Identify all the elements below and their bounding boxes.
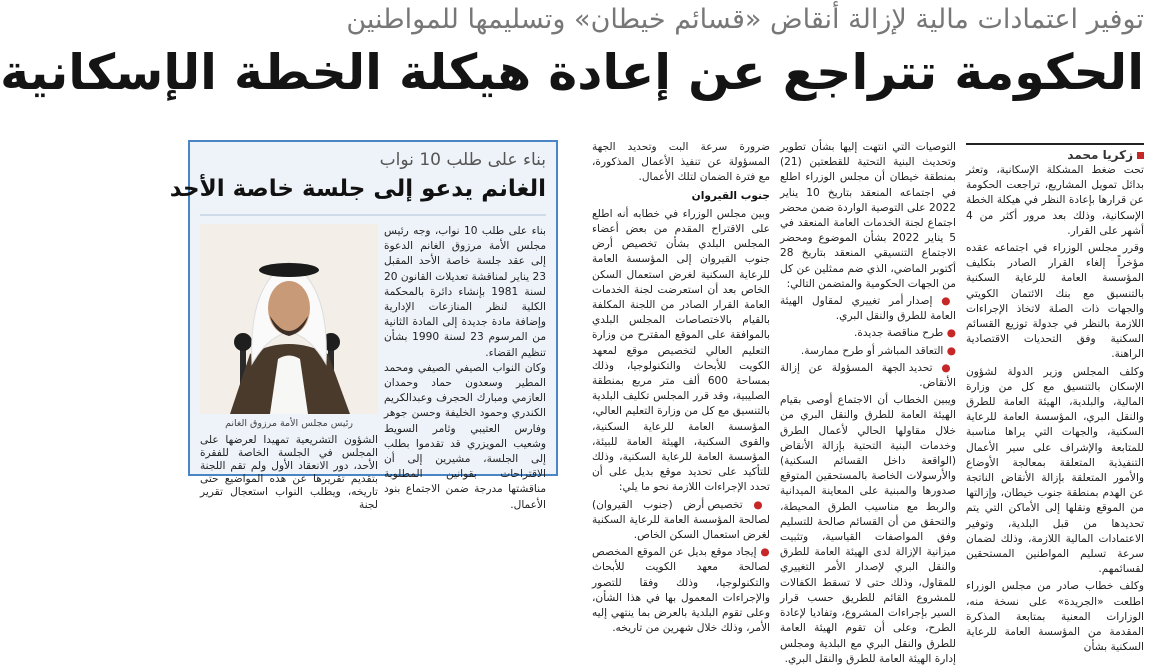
bullet-icon: ● bbox=[941, 295, 956, 308]
bullet-icon: ● bbox=[946, 327, 956, 340]
article-kicker: توفير اعتمادات مالية لإزالة أنقاض «قسائم خيطان» وتسليمها للمواطنين bbox=[346, 4, 1144, 35]
sidebar-box bbox=[169, 140, 558, 511]
byline-name: زكريا محمد bbox=[1067, 148, 1133, 162]
bullet-item bbox=[780, 294, 956, 324]
paragraph: التوصيات التي انتهت إليها بشأن تطوير وتحديث البنية التحتية للقطعتين (21) بمنطقة خيطان أن مجلس الوزراء اطلع في اجتماعه المنعقد بتاريخ 10 يناير 2022 على التوصية الواردة ضمن محضر اجتماع لجنة الخدمات العامة المنعقد في 5 يناير 2022 بشأن الموضوع ومحضر الاجتماع التنسيقي المنعقد بتاريخ 28 أكتوبر الماضي، الذي ضم ممثلين عن كل من الجهات الحكومية والمتضمن التالي: bbox=[780, 141, 956, 290]
paragraph: وقرر مجلس الوزراء في اجتماعه عقده مؤخراً إلغاء القرار الصادر بتكليف المؤسسة العامة للرعاية السكنية بالتنسيق مع بنك الائتمان الكويتي والجهات ذات الصلة لاتخاذ الإجراءات اللازمة بالنظر في جدولة توزيع القسائم السكنية وفق التحديات الاقتصادية الراهنة. bbox=[966, 242, 1144, 361]
paragraph: ويبين الخطاب أن الاجتماع أوصى بقيام الهيئة العامة للطرق والنقل البري من خلال مقاولها الحالي لأعمال الطرق وخدمات البنية التحتية بإزالة الأنقاض (الواقعة داخل القسائم السكنية) والأرسولات الخاصة بالمستحقين المتوقع صدورها والمبنية على المعاينة الميدانية والربط مع مناسيب الطرق المحيطة، والتحقق من أن القسائم صالحة للتسليم وفق المواصفات القياسية، وتثبيت ميزانية الإزالة لدى الهيئة العامة للطرق والنقل البري لإصدار الأمر التغييري للمقاول، وذلك حتى لا تسقط الكفالات للمشروع القائم للطريق حسب قرار السير بإجراءات المشروع، وتفاديا لإعادة الطرح، وعلى أن تقوم الهيئة العامة للطرق والنقل البري مع البلدية ومجلس إدارة الهيئة العامة للطرق والنقل البري. bbox=[780, 394, 956, 665]
bullet-text: تحديد الجهة المسؤولة عن إزالة الأنقاض. bbox=[780, 361, 956, 390]
paragraph: وكلف خطاب صادر من مجلس الوزراء اطلعت «الجريدة» على نسخة منه، الوزارات المعنية بمتابعة المذكرة المقدمة من المؤسسة العامة للرعاية السكنية بشأن bbox=[966, 580, 1144, 654]
bullet-item bbox=[592, 545, 770, 636]
paragraph: تحت ضغط المشكلة الإسكانية، وتعثر بدائل تمويل المشاريع، تراجعت الحكومة عن قرارها بإعادة النظر في هيكلة الخطة الإسكانية، وذلك بعد مرور أكثر من 4 أشهر على القرار. bbox=[966, 164, 1144, 237]
bullet-item bbox=[780, 361, 956, 391]
byline bbox=[966, 143, 1144, 162]
sidebar-text-column bbox=[384, 224, 547, 511]
bullet-icon: ● bbox=[760, 546, 770, 559]
article-headline: الحكومة تتراجع عن إعادة هيكلة الخطة الإسكانية bbox=[0, 44, 1144, 101]
bullet-icon: ● bbox=[753, 498, 770, 511]
sidebar-headline: الغانم يدعو إلى جلسة خاصة الأحد bbox=[169, 176, 546, 202]
article-column-1 bbox=[966, 163, 1144, 654]
paragraph: بناء على طلب 10 نواب، وجه رئيس مجلس الأمة مرزوق الغانم الدعوة إلى عقد جلسة خاصة الأحد المقبل 23 يناير لمناقشة تعديلات القانون 20 لسنة 1981 بإنشاء دائرة بالمحكمة الكلية لنظر المنازعات الإدارية وإضافة مادة جديدة إلى المادة الثانية من المرسوم 23 لسنة 1990 بشأن تنظيم القضاء. bbox=[384, 225, 547, 359]
bullet-text: التعاقد المباشر أو طرح ممارسة. bbox=[800, 344, 944, 357]
article-column-2 bbox=[780, 140, 957, 665]
article-column-3 bbox=[592, 140, 770, 635]
photo-caption: رئيس مجلس الأمة مرزوق الغانم bbox=[225, 418, 353, 429]
sidebar-kicker: بناء على طلب 10 نواب bbox=[379, 150, 546, 170]
paragraph: وبين مجلس الوزراء في خطابه أنه اطلع على الاقتراح المقدم من بعض أعضاء المجلس البلدي بشأن تخصيص أرض جنوب القيروان إلى المؤسسة العامة للرعاية السكنية لغرض استعمال السكن الخاص بعد أن استعرضت لجنة الخدمات العامة القرار الصادر من اللجنة المكلفة بالقيام بالاختصاصات المجلس البلدي بالموافقة على الموقع المقترح من وزارة التعليم العالي لتخصيص موقع لمعهد الكويت للأبحاث والتكنولوجيا، وذلك بمساحة 600 ألف متر مربع بمنطقة الصليبية، وقد قرر المجلس تكليف البلدية بالتنسيق مع كل من وزارة التعليم العالي، المؤسسة العامة للرعاية السكنية، والقوى السكنية، الهيئة العامة للبيئة، المؤسسة العامة للرعاية السكنية، وذلك للتأكيد على تحديد موقع بديل على أن تحدد الإجراءات اللازمة نحو ما يلي: bbox=[592, 207, 770, 494]
person-portrait-icon bbox=[200, 224, 378, 414]
bullet-item bbox=[780, 344, 956, 359]
paragraph: وكلف المجلس وزير الدولة لشؤون الإسكان بالتنسيق مع كل من وزارة المالية، والبلدية، الهيئة العامة للطرق والنقل البري، المؤسسة العامة للرعاية السكنية، والجهات التي يراها مناسبة للمتابعة والإشراف على سير الأعمال التنفيذية المتعلقة بمعالجة الأوضاع والأمور المتعلقة بإزالة الأنقاض الناتجة عن الهدم بمنطقة جنوب خيطان، وإزالتها من الموقع ونقلها إلى الأماكن التي يتم تحديدها من قبل البلدية، وتوفير الاعتمادات المالية اللازمة، وذلك لضمان سرعة تسليم المواطنين المستحقين لقسائمهم. bbox=[966, 365, 1144, 576]
bullet-text: تخصيص أرض (جنوب القيروان) لصالحة المؤسسة العامة للرعاية السكنية لغرض استعمال السكن الخاص. bbox=[592, 498, 770, 542]
bullet-text: طرح مناقصة جديدة. bbox=[853, 327, 944, 340]
bullet-item bbox=[592, 498, 770, 544]
byline-marker-icon bbox=[1137, 152, 1144, 159]
paragraph: وكان النواب الصيفي الصيفي ومحمد المطير وسعدون حماد وحمدان العازمي ومبارك الحجرف وعبدالكريم الكندري وحمود الخليفة وحسن جوهر وفارس العتيبي وثامر السويط وشعيب المويزري قد تقدموا بطلب إلى الجلسة، مشيرين إلى أن الاقتراحات بقوانين المطلوبة مناقشتها مدرجة ضمن الاجتماع بنود الأعمال. bbox=[384, 361, 546, 511]
speaker-photo bbox=[200, 224, 378, 414]
bullet-text: إصدار أمر تغييري لمقاول الهيئة العامة للطرق والنقل البري. bbox=[780, 295, 956, 323]
bullet-icon: ● bbox=[946, 344, 956, 357]
paragraph: ضرورة سرعة البت وتحديد الجهة المسؤولة عن تنفيذ الأعمال المذكورة، مع فترة الضمان لتلك الأعمال. bbox=[592, 141, 770, 184]
bullet-icon: ● bbox=[941, 361, 957, 374]
bullet-text: إيجاد موقع بديل عن الموقع المخصص لصالحة معهد الكويت للأبحاث والتكنولوجيا، وذلك وفقا للتصور والإجراءات المعمول بها في هذا الشأن، وعلى تقوم البلدية بالعرض بما ينتهي إليه الأمر، وذلك خلال شهرين من تاريخه. bbox=[592, 546, 770, 635]
subheading: جنوب القيروان bbox=[691, 189, 770, 202]
sidebar-bottom-text: الشؤون التشريعية تمهيدا لعرضها على المجلس في الجلسة الخاصة للفقرة الأحد، دور الانعقاد الأول ولم تقم اللجنة بتقديم تقريرها عن هذه المواضيع حتى تاريخه، ويطلب النواب استعجال تقرير لجنة bbox=[200, 434, 378, 511]
divider bbox=[200, 214, 546, 216]
bullet-item bbox=[780, 326, 956, 341]
